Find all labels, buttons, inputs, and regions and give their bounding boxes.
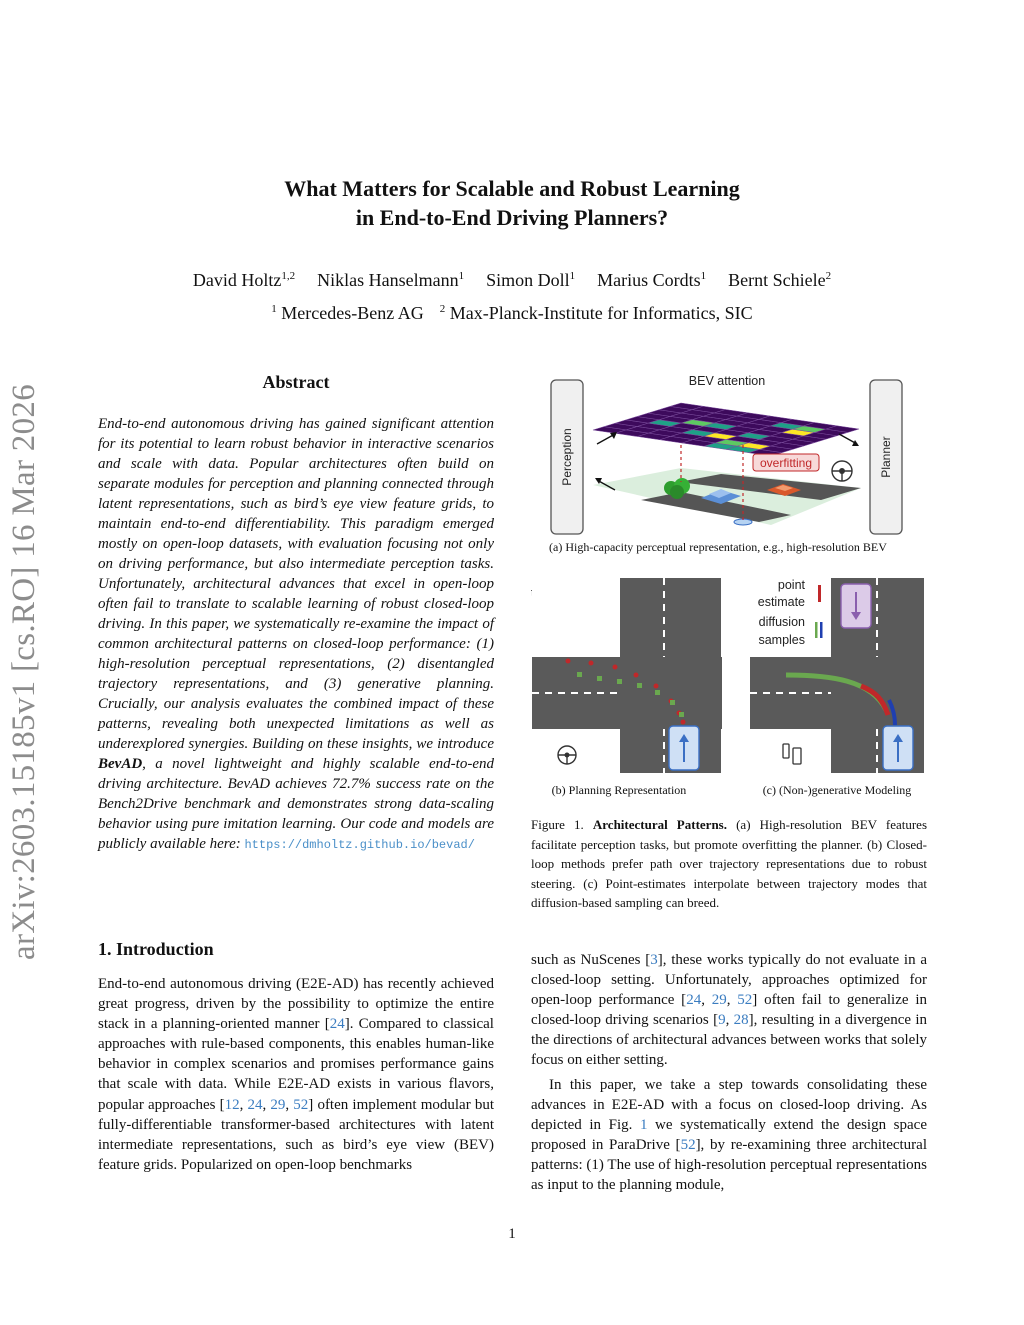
figure-caption-text: (a) High-resolution BEV features facilitate perception tasks, but promote overfitting the planner. (b) Closed-loop methods prefer path over trajectory representations due to robust steering. (c) Point-estimates interpolate between trajectory modes that diffusion-based sampling can breed. [531,817,928,910]
intro-paragraph-right-1 [531,950,927,1071]
citation-link[interactable]: 52 [293,1096,309,1113]
arrow-bev-to-planner [839,434,859,446]
author-name: Bernt Schiele$^2$ [728,270,832,290]
section-heading-introduction: 1. Introduction [98,939,214,959]
body-text: , [285,1096,294,1113]
body-text: , [701,992,712,1009]
title-line-1: What Matters for Scalable and Robust Learning [284,176,740,201]
body-text: such as NuScenes [ [531,952,651,968]
figure-1 [531,370,931,810]
citation-link[interactable]: 52 [680,1136,696,1153]
abstract-heading: Abstract [262,372,330,392]
caption-a: (a) High-capacity perceptual representation, e.g., high-resolution BEV [549,540,887,554]
diffusion-legend-mark-green [815,622,818,638]
body-text: ] often implement modular but fully-differentiable transformer-based architectures with latent intermediate representations, such as bird’s eye view (BEV) feature grids. Popularized on open-loop benchmarks [98,1096,495,1173]
body-text: ] often fail to generalize in closed-loop driving scenarios [ [531,992,927,1029]
citation-link[interactable]: 9 [718,1012,726,1029]
arxiv-identifier: arXiv:2603.15185v1 [cs.RO] 16 Mar 2026 [6,384,42,960]
citation-link[interactable]: 1 [639,1116,648,1133]
bev-attention-label: BEV attention [688,374,766,388]
author-name: Simon Doll$^1$ [486,270,576,290]
steering-wheel-icon [832,461,852,481]
body-text: ], these works typically do not evaluate in a closed-loop setting. Unfortunately, approaches optimized for open-loop performance [ [531,952,927,1009]
perception-label: Perception [560,428,574,486]
author-name: Marius Cordts$^1$ [597,270,707,290]
body-text: ], by re-examining three architectural patterns: (1) The use of high-resolution perceptual representations as input to the planning module, [531,1136,927,1194]
author-affiliation-mark: 1 [458,270,465,282]
affiliation [271,303,423,323]
citation-link[interactable]: 24 [686,992,702,1009]
figure-1-caption [531,815,927,913]
body-text: In this paper, we take a step towards consolidating these advances in E2E-AD with a focus on closed-loop driving. As depicted in Fig. [531,1076,927,1133]
body-text: , [725,1012,734,1029]
intro-column-right [531,950,927,1195]
body-text: ], resulting in a divergence in the directions of architectural advances between works that solely focus on either setting. [531,1012,927,1069]
diffusion-label-2: samples [758,633,805,647]
body-text: End-to-end autonomous driving (E2E-AD) has recently achieved great progress, driven by the possibility to optimize the entire stack in a planning-oriented manner [ [98,976,494,1033]
intro-paragraph-right-2 [531,1075,927,1196]
affiliation-mark: 1 [271,303,277,315]
affiliation-mark: 2 [439,303,446,315]
body-text: we systematically extend the design space proposed in ParaDrive [ [531,1116,927,1153]
body-text: , [726,992,738,1009]
figure-number: Figure 1. [531,817,584,832]
point-estimate-label-1: point [777,578,805,592]
point-estimate-label-2: estimate [757,595,805,609]
author-affiliation-mark: 1 [569,270,576,282]
overfitting-label: overfitting [759,456,813,470]
author-affiliation-mark: 1,2 [281,270,296,282]
point-estimate-legend-mark [818,585,821,602]
abstract-text-2: , a novel lightweight and highly scalable end-to-end driving architecture. BevAD achieves 72.7% success rate on the Bench2Drive benchmark and demonstrates strong data-scaling behavior using pure imitation learning. Our code and models are publicly available here: [98,756,494,852]
citation-link[interactable]: 29 [711,992,727,1009]
body-text: ]. Compared to classical approaches with rule-based components, this enables human-like behavior in complex scenarios and promises performance gains that scale with data. While E2E-AD exists in various flavors, popular approaches [ [98,1016,494,1113]
project-link[interactable]: https://dmholtz.github.io/bevad/ [244,838,475,852]
author-name: David Holtz$^{1,2}$ [192,270,296,290]
citation-link[interactable]: 29 [270,1096,286,1113]
bev-attention-grid [593,403,859,456]
caption-a-container [549,540,911,572]
figure-title: Architectural Patterns. [592,817,727,832]
body-text: , [239,1096,248,1113]
citation-link[interactable]: 52 [737,992,753,1009]
author-affiliation-mark: 1 [700,270,707,282]
author-affiliation-mark: 2 [825,270,832,282]
abstract-text-1: End-to-end autonomous driving has gained significant attention for its potential to learn robust behavior in interactive scenarios and scale with data. Popular architectures often build on separate modules for perception and planning connected through latent representations, such as bird’s eye view feature grids, to maintain end-to-end differentiability. This paradigm emerged mostly on open-loop datasets, with evaluation focusing not only on driving performance, but also intermediate perception tasks. Unfortunately, architectural advances that excel in open-loop often fail to translate to scalable learning of robust closed-loop driving. In this paper, we systematically re-examine the impact of common architectural patterns on closed-loop performance: (1) high-resolution perceptual representations, (2) disentangled trajectory representations, and (3) generative planning. Crucially, our analysis evaluates the combined impact of these patterns, revealing both unexpected limitations as well as underexplored synergies. Building on these insights, we introduce [98,416,494,752]
caption-b: (b) Planning Representation [551,783,687,797]
diffusion-legend-mark-blue [820,622,823,638]
author-name: Niklas Hanselmann$^1$ [317,270,465,290]
citation-link[interactable]: 12 [224,1096,240,1113]
page-number: 1 [508,1226,516,1242]
title-line-2: in End-to-End Driving Planners? [355,205,669,230]
citation-link[interactable]: 3 [650,952,658,968]
body-text: , [262,1096,271,1113]
affiliation [440,303,753,323]
paper-title [0,174,1024,232]
caption-c: (c) (Non-)generative Modeling [762,783,912,797]
abstract-body [98,414,494,855]
abstract-model-name: BevAD [98,756,143,772]
affiliation-name: Mercedes-Benz AG [276,303,424,323]
affiliation-name: Max-Planck-Institute for Informatics, SIC [445,303,753,323]
citation-link[interactable]: 24 [329,1016,345,1033]
citation-link[interactable]: 24 [247,1096,263,1113]
arrow-perception-to-bev [597,432,617,444]
citation-link[interactable]: 28 [733,1012,749,1029]
author-list [0,270,1024,291]
planner-label: Planner [879,436,893,478]
intro-paragraph-left [98,974,494,1175]
affiliations [0,303,1024,324]
diffusion-label-1: diffusion [758,615,805,629]
